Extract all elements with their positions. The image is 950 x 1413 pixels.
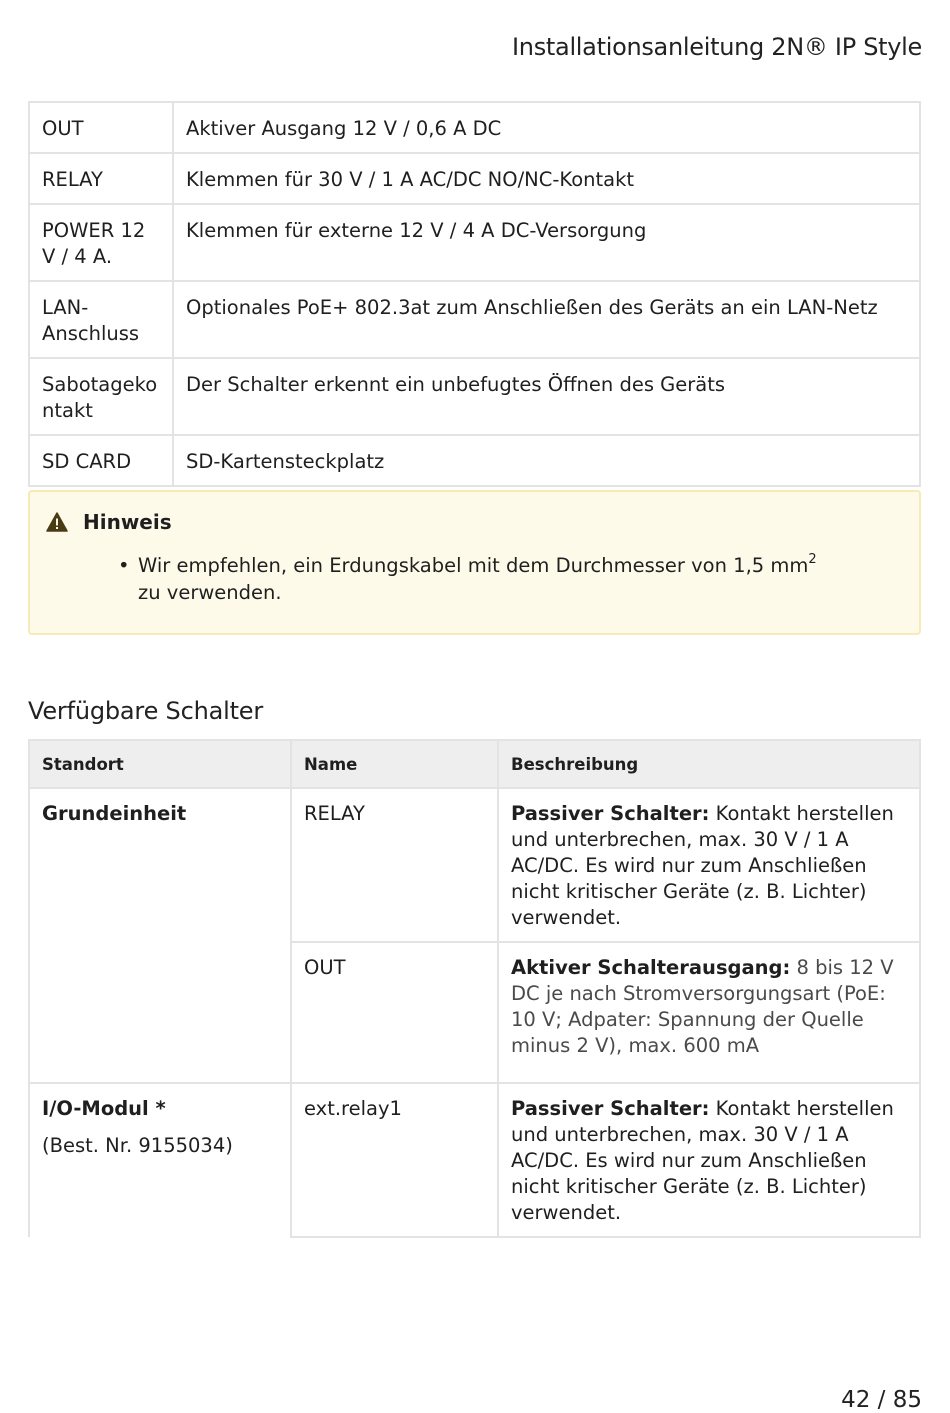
description-cell <box>498 788 920 942</box>
connector-value: Klemmen für 30 V / 1 A AC/DC NO/NC-Kontakt <box>173 153 920 204</box>
table-row <box>29 102 920 153</box>
note-heading <box>46 510 172 534</box>
table-row <box>29 435 920 486</box>
table-row <box>29 1083 920 1237</box>
connector-key: RELAY <box>29 153 173 204</box>
connector-key: Sabotagekontakt <box>29 358 173 435</box>
connector-key: SD CARD <box>29 435 173 486</box>
column-header-description: Beschreibung <box>498 740 920 788</box>
table-row <box>29 204 920 281</box>
switch-table <box>28 739 921 1238</box>
description-cell <box>498 1083 920 1237</box>
connector-table <box>28 101 921 487</box>
description-cell <box>498 942 920 1083</box>
column-header-location: Standort <box>29 740 291 788</box>
connector-value: Klemmen für externe 12 V / 4 A DC-Versorgung <box>173 204 920 281</box>
location-label: I/O-Modul * <box>42 1097 166 1120</box>
description-text: 8 bis 12 V DC je nach Stromversorgungsart (PoE: 10 V; Adpater: Spannung der Quelle minus 2 V), max. 600 mA <box>511 956 894 1057</box>
switch-name-cell: ext.relay1 <box>291 1083 498 1237</box>
description-text: Kontakt herstellen und unterbrechen, max. 30 V / 1 A AC/DC. Es wird nur zum Anschließen nicht kritischer Geräte (z. B. Lichter) verwendet. <box>511 802 894 929</box>
section-title: Verfügbare Schalter <box>28 697 264 725</box>
bullet-icon: • <box>118 554 130 577</box>
description-type: Aktiver Schalterausgang: <box>511 956 791 979</box>
note-superscript: 2 <box>808 552 817 567</box>
description-type: Passiver Schalter: <box>511 1097 710 1120</box>
connector-value: SD-Kartensteckplatz <box>173 435 920 486</box>
switch-name-cell: RELAY <box>291 788 498 942</box>
table-row <box>29 153 920 204</box>
note-title: Hinweis <box>83 510 172 534</box>
note-text: Wir empfehlen, ein Erdungskabel mit dem Durchmesser von 1,5 mm <box>138 554 809 577</box>
location-label: Grundeinheit <box>42 802 187 825</box>
connector-value: Der Schalter erkennt ein unbefugtes Öffnen des Geräts <box>173 358 920 435</box>
connector-key: OUT <box>29 102 173 153</box>
table-row <box>29 358 920 435</box>
switch-name-cell: OUT <box>291 942 498 1083</box>
document-header-title: Installationsanleitung 2N® IP Style <box>512 33 922 61</box>
description-text: Kontakt herstellen und unterbrechen, max. 30 V / 1 A AC/DC. Es wird nur zum Anschließen nicht kritischer Geräte (z. B. Lichter) verwendet. <box>511 1097 894 1224</box>
warning-icon <box>46 512 68 532</box>
note-box <box>28 490 921 635</box>
table-row <box>29 281 920 358</box>
column-header-name: Name <box>291 740 498 788</box>
location-cell <box>29 788 291 1083</box>
description-type: Passiver Schalter: <box>511 802 710 825</box>
table-header-row <box>29 740 920 788</box>
connector-key: POWER 12 V / 4 A. <box>29 204 173 281</box>
note-text-end: zu verwenden. <box>138 581 282 604</box>
location-order-number: (Best. Nr. 9155034) <box>42 1134 233 1157</box>
connector-value: Aktiver Ausgang 12 V / 0,6 A DC <box>173 102 920 153</box>
connector-value: Optionales PoE+ 802.3at zum Anschließen des Geräts an ein LAN-Netz <box>173 281 920 358</box>
connector-key: LAN-Anschluss <box>29 281 173 358</box>
page-number: 42 / 85 <box>841 1387 922 1413</box>
location-cell <box>29 1083 291 1237</box>
note-list-item <box>118 552 838 606</box>
table-row <box>29 788 920 942</box>
